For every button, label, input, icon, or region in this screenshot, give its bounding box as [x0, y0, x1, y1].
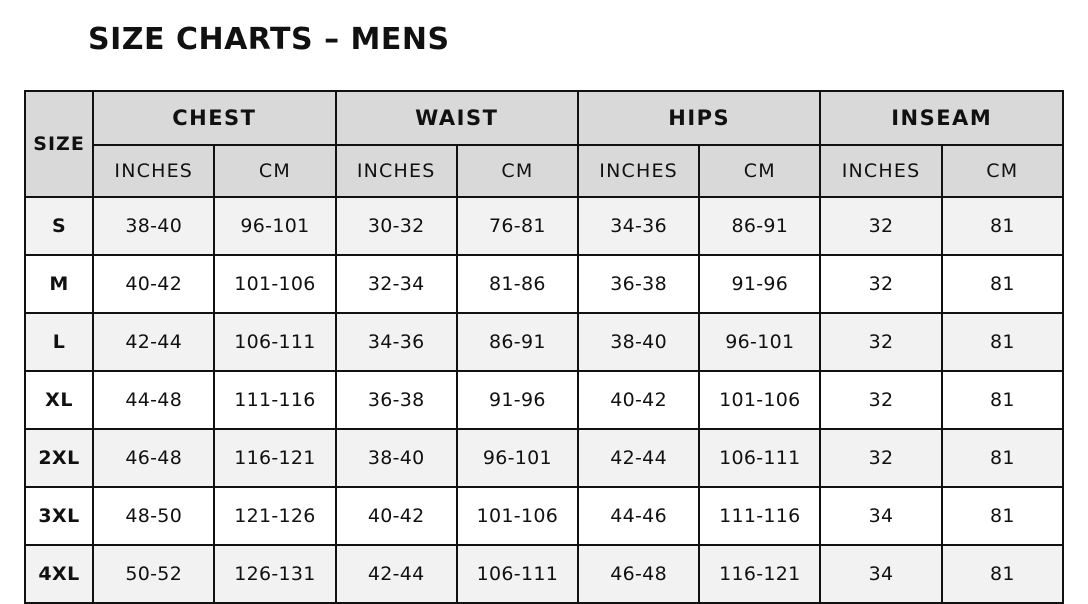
cell-chest-cm: 101-106: [214, 255, 335, 313]
cell-chest-cm: 111-116: [214, 371, 335, 429]
row-size-label: 4XL: [25, 545, 93, 603]
header-group-waist: WAIST: [336, 91, 578, 145]
cell-waist-cm: 96-101: [457, 429, 578, 487]
cell-chest-cm: 116-121: [214, 429, 335, 487]
cell-chest-inches: 40-42: [93, 255, 214, 313]
table-head: [25, 91, 1063, 197]
cell-hips-cm: 86-91: [699, 197, 820, 255]
table-body: [25, 197, 1063, 603]
cell-hips-inches: 44-46: [578, 487, 699, 545]
header-unit-hips-cm: CM: [699, 145, 820, 197]
table-row: [25, 313, 1063, 371]
cell-inseam-inches: 32: [820, 429, 941, 487]
cell-waist-inches: 30-32: [336, 197, 457, 255]
table-row: [25, 429, 1063, 487]
cell-hips-cm: 111-116: [699, 487, 820, 545]
cell-waist-inches: 38-40: [336, 429, 457, 487]
cell-inseam-cm: 81: [942, 371, 1063, 429]
table-row: [25, 371, 1063, 429]
header-unit-waist-inches: INCHES: [336, 145, 457, 197]
cell-inseam-cm: 81: [942, 197, 1063, 255]
header-group-chest: CHEST: [93, 91, 335, 145]
row-size-label: 3XL: [25, 487, 93, 545]
cell-chest-cm: 106-111: [214, 313, 335, 371]
cell-waist-inches: 36-38: [336, 371, 457, 429]
cell-chest-cm: 126-131: [214, 545, 335, 603]
table-row: [25, 255, 1063, 313]
cell-inseam-inches: 32: [820, 313, 941, 371]
cell-inseam-cm: 81: [942, 313, 1063, 371]
cell-chest-inches: 44-48: [93, 371, 214, 429]
size-table-container: [24, 90, 1064, 604]
cell-hips-inches: 34-36: [578, 197, 699, 255]
cell-hips-cm: 101-106: [699, 371, 820, 429]
cell-inseam-cm: 81: [942, 429, 1063, 487]
cell-hips-inches: 40-42: [578, 371, 699, 429]
cell-waist-cm: 101-106: [457, 487, 578, 545]
cell-waist-inches: 40-42: [336, 487, 457, 545]
cell-inseam-cm: 81: [942, 255, 1063, 313]
cell-hips-inches: 42-44: [578, 429, 699, 487]
header-size: SIZE: [25, 91, 93, 197]
cell-inseam-inches: 34: [820, 487, 941, 545]
table-row: [25, 545, 1063, 603]
header-unit-hips-inches: INCHES: [578, 145, 699, 197]
cell-waist-cm: 86-91: [457, 313, 578, 371]
cell-waist-cm: 106-111: [457, 545, 578, 603]
cell-inseam-inches: 32: [820, 197, 941, 255]
cell-hips-inches: 38-40: [578, 313, 699, 371]
cell-waist-inches: 34-36: [336, 313, 457, 371]
cell-waist-inches: 42-44: [336, 545, 457, 603]
header-unit-waist-cm: CM: [457, 145, 578, 197]
cell-inseam-inches: 34: [820, 545, 941, 603]
header-group-hips: HIPS: [578, 91, 820, 145]
row-size-label: L: [25, 313, 93, 371]
header-group-inseam: INSEAM: [820, 91, 1063, 145]
table-row: [25, 197, 1063, 255]
cell-hips-cm: 91-96: [699, 255, 820, 313]
header-row-units: [25, 145, 1063, 197]
row-size-label: S: [25, 197, 93, 255]
cell-chest-cm: 121-126: [214, 487, 335, 545]
cell-chest-inches: 48-50: [93, 487, 214, 545]
header-unit-chest-cm: CM: [214, 145, 335, 197]
cell-hips-cm: 96-101: [699, 313, 820, 371]
cell-inseam-cm: 81: [942, 487, 1063, 545]
row-size-label: M: [25, 255, 93, 313]
header-unit-chest-inches: INCHES: [93, 145, 214, 197]
cell-chest-inches: 46-48: [93, 429, 214, 487]
cell-chest-inches: 38-40: [93, 197, 214, 255]
cell-waist-inches: 32-34: [336, 255, 457, 313]
cell-chest-inches: 50-52: [93, 545, 214, 603]
cell-inseam-inches: 32: [820, 255, 941, 313]
size-table: [24, 90, 1064, 604]
header-unit-inseam-cm: CM: [942, 145, 1063, 197]
header-unit-inseam-inches: INCHES: [820, 145, 941, 197]
row-size-label: 2XL: [25, 429, 93, 487]
cell-inseam-cm: 81: [942, 545, 1063, 603]
header-row-groups: [25, 91, 1063, 145]
cell-chest-cm: 96-101: [214, 197, 335, 255]
cell-hips-inches: 46-48: [578, 545, 699, 603]
cell-waist-cm: 81-86: [457, 255, 578, 313]
cell-waist-cm: 91-96: [457, 371, 578, 429]
cell-hips-cm: 116-121: [699, 545, 820, 603]
row-size-label: XL: [25, 371, 93, 429]
cell-hips-cm: 106-111: [699, 429, 820, 487]
page-title: SIZE CHARTS – MENS: [88, 22, 450, 57]
cell-chest-inches: 42-44: [93, 313, 214, 371]
table-row: [25, 487, 1063, 545]
cell-inseam-inches: 32: [820, 371, 941, 429]
cell-hips-inches: 36-38: [578, 255, 699, 313]
cell-waist-cm: 76-81: [457, 197, 578, 255]
